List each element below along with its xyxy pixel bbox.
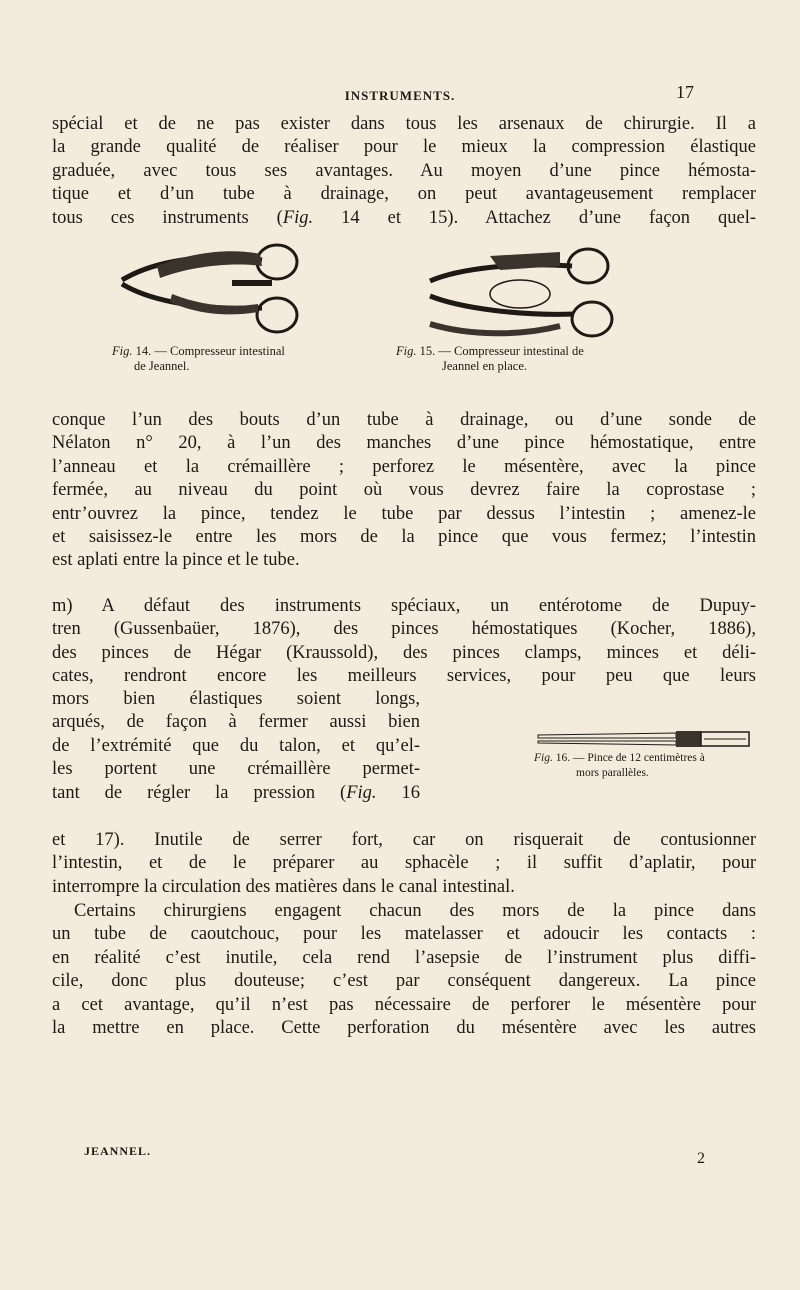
- text-segment: 14 et 15). Attachez d’une façon quel-: [313, 207, 757, 228]
- figure-15-clamp-in-place-illustration: [410, 226, 625, 346]
- caption-text: 16. — Pince de 12 centimètres à: [552, 752, 705, 764]
- figure-label: Fig.: [396, 344, 417, 358]
- figure-label: Fig.: [534, 752, 553, 764]
- figure-label: Fig.: [112, 344, 133, 358]
- caption-text: Jeannel en place.: [442, 359, 528, 373]
- text-line: entr’ouvrez la pince, tendez le tube par dessus l’intestin ; amenez-le: [52, 503, 756, 524]
- text-line: l’anneau et la crémaillère ; perforez le mésentère, avec la pince: [52, 456, 756, 477]
- figure-reference: Fig.: [282, 207, 314, 228]
- page-number: 17: [676, 82, 694, 102]
- paragraph-rubber-tubes: [52, 900, 756, 1040]
- text-line: et saisissez-le entre les mors de la pince que vous fermez; l’intestin: [52, 527, 756, 548]
- text-line: Nélaton n° 20, à l’un des manches d’une pince hémostatique, entre: [52, 433, 756, 454]
- text-line: cile, donc plus douteuse; c’est par conséquent dangereux. La pince: [52, 971, 756, 992]
- text-segment: tous ces instruments (: [52, 207, 283, 228]
- text-line: est aplati entre la pince et le tube.: [52, 550, 300, 571]
- figure-16-parallel-jaw-forceps-illustration: [536, 729, 751, 749]
- text-line: spécial et de ne pas exister dans tous les arsenaux de chirurgie. Il a: [52, 114, 756, 134]
- text-segment: tant de régler la pression (: [52, 782, 347, 803]
- text-line-with-figref: [52, 782, 420, 805]
- caption-text: 15. — Compresseur intestinal de: [416, 344, 584, 358]
- text-line: interrompre la circulation des matières dans le canal intestinal.: [52, 876, 515, 897]
- text-line: la mettre en place. Cette perforation du mésentère avec les autres: [52, 1018, 756, 1039]
- text-line: Certains chirurgiens engagent chacun des mors de la pince dans: [74, 901, 756, 921]
- text-line: un tube de caoutchouc, pour les matelasser et adoucir les contacts :: [52, 924, 756, 945]
- paragraph-procedure: [52, 409, 756, 573]
- figure-14-intestinal-clamp-illustration: [112, 222, 312, 342]
- figure-15-caption: [396, 344, 584, 374]
- text-line: mors bien élastiques soient longs,: [52, 689, 420, 709]
- text-line: tren (Gussenbaüer, 1876), des pinces hémostatiques (Kocher, 1886),: [52, 619, 756, 640]
- text-line: les portent une crémaillère permet-: [52, 759, 420, 780]
- caption-text: 14. — Compresseur intestinal: [132, 344, 285, 358]
- text-segment: 16: [376, 782, 421, 803]
- text-line: et 17). Inutile de serrer fort, car on risquerait de contusionner: [52, 830, 756, 850]
- caption-text: de Jeannel.: [134, 359, 190, 373]
- text-line: tique et d’un tube à drainage, on peut avantageusement remplacer: [52, 184, 756, 205]
- paragraph-alternatives-continued: [52, 829, 756, 899]
- figure-14-caption: [112, 344, 285, 374]
- caption-text: mors parallèles.: [576, 767, 649, 779]
- text-line: l’intestin, et de le préparer au sphacèle ; il suffit d’aplatir, pour: [52, 853, 756, 874]
- gathering-number: 2: [697, 1150, 705, 1167]
- text-line: conque l’un des bouts d’un tube à drainage, ou d’une sonde de: [52, 410, 756, 430]
- running-header: INSTRUMENTS.: [344, 88, 456, 103]
- figure-reference: Fig.: [346, 782, 377, 803]
- text-line: arqués, de façon à fermer aussi bien: [52, 712, 420, 733]
- figure-16-caption: [534, 751, 705, 781]
- text-line: la grande qualité de réaliser pour le mieux la compression élastique: [52, 137, 756, 158]
- text-line: en réalité c’est inutile, cela rend l’asepsie de l’instrument plus diffi-: [52, 947, 756, 968]
- paragraph-alternatives-narrow: [52, 688, 420, 805]
- text-line: fermée, au niveau du point où vous devrez faire la coprostase ;: [52, 480, 756, 501]
- text-line: de l’extrémité que du talon, et qu’el-: [52, 735, 420, 756]
- paragraph-intro: [52, 113, 756, 230]
- text-line: m) A défaut des instruments spéciaux, un entérotome de Dupuy-: [52, 596, 756, 616]
- text-line: des pinces de Hégar (Kraussold), des pinces clamps, minces et déli-: [52, 642, 756, 663]
- signature-mark: JEANNEL.: [84, 1144, 152, 1158]
- text-line: cates, rendront encore les meilleurs services, pour peu que leurs: [52, 666, 756, 687]
- text-line: a cet avantage, qu’il n’est pas nécessaire de perforer le mésentère pour: [52, 994, 756, 1015]
- text-line: graduée, avec tous ses avantages. Au moyen d’une pince hémosta-: [52, 160, 756, 181]
- paragraph-alternatives: [52, 595, 756, 689]
